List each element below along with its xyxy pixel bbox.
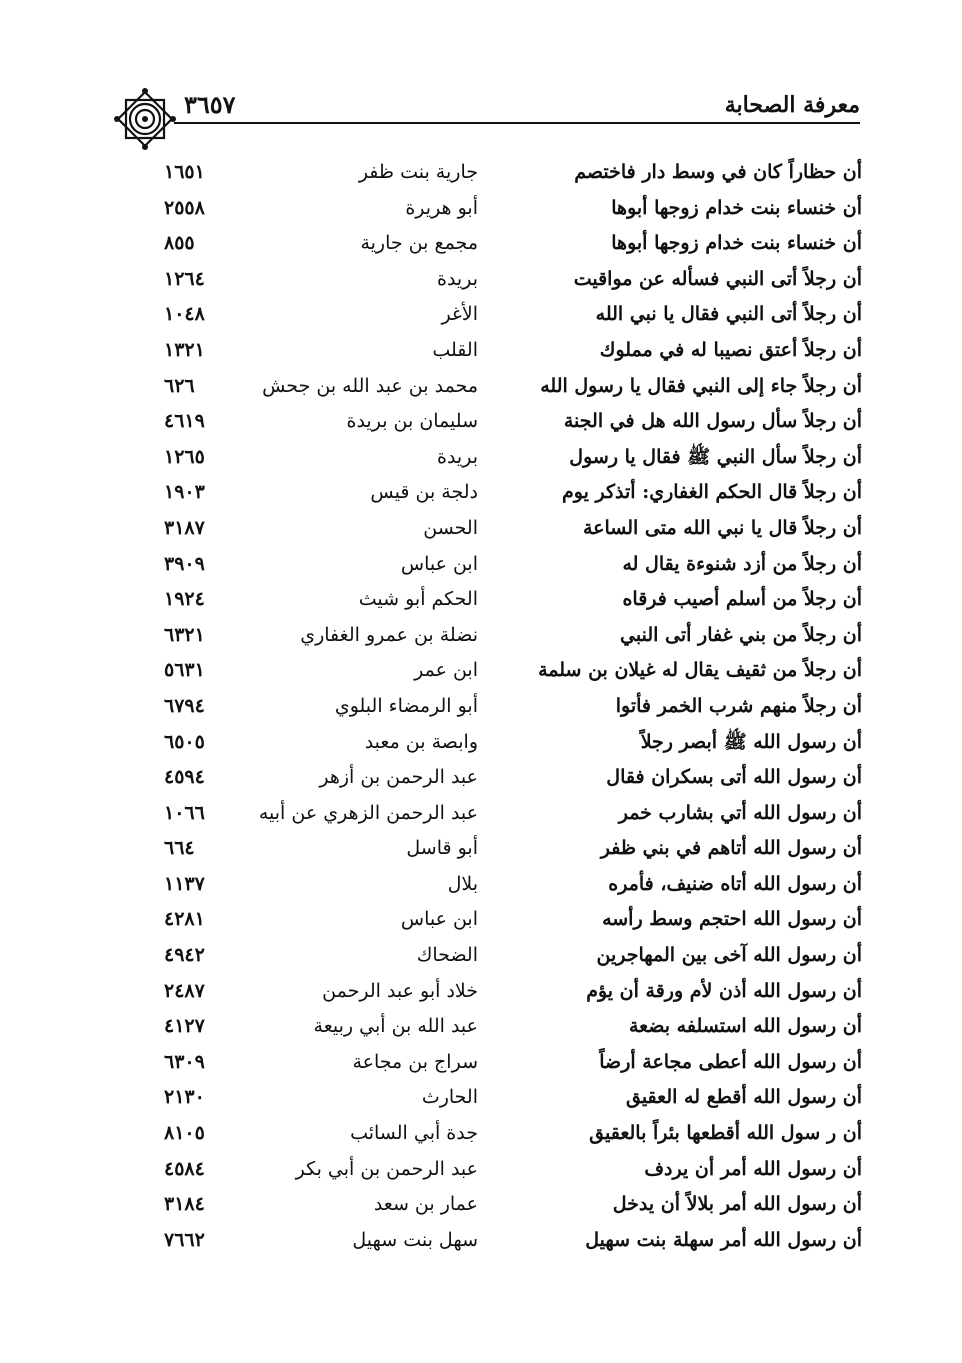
narrator-name: أبو هريرة (405, 196, 478, 219)
hadith-number: ٣٩٠٩ (164, 552, 205, 575)
hadith-incipit: أن رجلاً أتى النبي فقال يا نبي الله (595, 303, 862, 326)
table-row (150, 582, 862, 618)
narrator-name: الأغر (441, 303, 478, 326)
table-row (150, 1045, 862, 1081)
hadith-number: ٢٤٨٧ (164, 979, 205, 1002)
narrator-name: بريدة (437, 267, 478, 290)
hadith-number: ١٠٤٨ (164, 303, 205, 326)
hadith-number: ٦٣٢١ (164, 623, 205, 646)
hadith-incipit: أن رجلاً من ثقيف يقال له غيلان بن سلمة (538, 659, 862, 682)
narrator-name: خلاد أبو عبد الرحمن (322, 979, 478, 1002)
hadith-number: ١٩٠٣ (164, 481, 205, 504)
narrator-name: دلجة بن قيس (370, 481, 478, 504)
table-row (150, 1080, 862, 1116)
hadith-number: ٤٢٨١ (164, 908, 205, 931)
hadith-incipit: أن رسول الله أتاهم في بني ظفر (600, 837, 862, 860)
hadith-number: ٤١٢٧ (164, 1015, 205, 1038)
hadith-incipit: أن رسول الله استسلفه بضعة (628, 1015, 862, 1038)
table-row (150, 902, 862, 938)
narrator-name: أبو الرمضاء البلوي (334, 694, 478, 717)
hadith-incipit: أن رجلاً جاء إلى النبي فقال يا رسول الله (540, 374, 862, 397)
hadith-number: ٤٥٩٤ (164, 766, 205, 789)
table-row (150, 369, 862, 405)
hadith-incipit: أن رجلاً قال يا نبي الله متى الساعة (582, 516, 862, 539)
narrator-name: ابن عمر (414, 659, 478, 682)
narrator-name: عبد الرحمن بن أزهر (319, 766, 478, 789)
table-row (150, 867, 862, 903)
table-row (150, 262, 862, 298)
header-rule (174, 122, 860, 124)
narrator-name: عبد الرحمن الزهري عن أبيه (258, 801, 478, 824)
narrator-name: نضلة بن عمرو الغفاري (300, 623, 478, 646)
book-title: معرفة الصحابة (724, 92, 860, 118)
narrator-name: جدة أبي السائب (350, 1122, 478, 1145)
hadith-number: ١٩٢٤ (164, 588, 205, 611)
hadith-incipit: أن رسول الله أقطع له العقيق (625, 1086, 862, 1109)
hadith-number: ٦٣٠٩ (164, 1050, 205, 1073)
table-row (150, 725, 862, 761)
hadith-number: ٨٥٥ (164, 232, 195, 255)
narrator-name: الحارث (421, 1086, 478, 1109)
narrator-name: سليمان بن بريدة (346, 410, 478, 433)
hadith-incipit: أن رجلاً من أزد شنوءة يقال له (622, 552, 862, 575)
narrator-name: ابن عباس (400, 552, 478, 575)
hadith-number: ٤٥٨٤ (164, 1157, 205, 1180)
hadith-number: ١٢٦٥ (164, 445, 205, 468)
table-row (150, 1009, 862, 1045)
hadith-number: ٣١٨٧ (164, 516, 205, 539)
hadith-incipit: أن رجلاً سأل النبي ﷺ فقال يا رسول (569, 445, 862, 468)
hadith-incipit: أن ر سول الله أقطعها بئراً بالعقيق (589, 1122, 862, 1145)
table-row (150, 1152, 862, 1188)
table-row (150, 831, 862, 867)
hadith-number: ٦٦٤ (164, 837, 195, 860)
hadith-incipit: أن رسول الله ﷺ أبصر رجلاً (640, 730, 862, 753)
hadith-number: ٥٦٣١ (164, 659, 205, 682)
table-row (150, 440, 862, 476)
hadith-incipit: أن رسول الله آخى بين المهاجرين (596, 944, 862, 967)
hadith-incipit: أن رسول الله أمر سهلة بنت سهيل (585, 1228, 862, 1251)
table-row (150, 760, 862, 796)
table-row (150, 547, 862, 583)
hadith-number: ٤٩٤٢ (164, 944, 205, 967)
narrator-name: مجمع بن جارية (360, 232, 478, 255)
table-row (150, 404, 862, 440)
hadith-incipit: أن حظاراً كان في وسط دار فاختصم (574, 161, 862, 183)
hadith-incipit: أن خنساء بنت خدام زوجها أبوها (611, 232, 862, 255)
narrator-name: أبو قاسل (406, 837, 478, 860)
hadith-number: ١٠٦٦ (164, 801, 205, 824)
hadith-number: ١٢٦٤ (164, 267, 205, 290)
hadith-incipit: أن رجلاً منهم شرب الخمر فأتوا (615, 694, 862, 717)
hadith-incipit: أن رجلاً قال الحكم الغفاري: أتذكر يوم (562, 481, 862, 504)
narrator-name: محمد بن عبد الله بن جحش (262, 374, 478, 397)
table-row (150, 653, 862, 689)
hadith-number: ٢٥٥٨ (164, 196, 205, 219)
hadith-number: ٣١٨٤ (164, 1193, 205, 1216)
hadith-number: ١٦٥١ (164, 161, 205, 183)
narrator-name: عبد الرحمن بن أبي بكر (295, 1157, 478, 1180)
hadith-incipit: أن رجلاً من بني غفار أتى النبي (620, 623, 862, 646)
table-row (150, 974, 862, 1010)
hadith-number: ٤٦١٩ (164, 410, 205, 433)
narrator-name: القلب (432, 338, 478, 361)
narrator-name: وابصة بن معبد (364, 730, 478, 753)
narrator-name: الحسن (423, 516, 478, 539)
narrator-name: سهل بنت سهيل (352, 1228, 478, 1251)
table-row (150, 1187, 862, 1223)
narrator-name: عبد الله بن أبي ربيعة (313, 1015, 478, 1038)
table-row (150, 938, 862, 974)
narrator-name: بريدة (437, 445, 478, 468)
page-header (112, 86, 860, 156)
table-row (150, 191, 862, 227)
narrator-name: جارية بنت ظفر (358, 161, 478, 183)
hadith-incipit: أن رسول الله أذن لأم ورقة أن يؤم (586, 979, 862, 1002)
table-row (150, 618, 862, 654)
hadith-incipit: أن رسول الله احتجم وسط رأسه (602, 908, 862, 931)
hadith-incipit: أن رسول الله أمر بلالاً أن يدخل (612, 1193, 862, 1216)
hadith-number: ١٣٢١ (164, 338, 205, 361)
narrator-name: ابن عباس (400, 908, 478, 931)
table-row (150, 155, 862, 191)
hadith-number: ٢١٣٠ (164, 1086, 205, 1109)
table-row (150, 689, 862, 725)
hadith-number: ٦٥٠٥ (164, 730, 205, 753)
hadith-incipit: أن رجلاً من أسلم أصيب فرقاه (622, 588, 862, 611)
hadith-number: ٨١٠٥ (164, 1122, 205, 1145)
hadith-number: ٦٢٦ (164, 374, 195, 397)
hadith-number: ٧٦٦٢ (164, 1228, 205, 1251)
hadith-incipit: أن رسول الله أعطى مجاعة أرضاً (599, 1050, 862, 1073)
narrator-name: بلال (447, 872, 478, 895)
table-row (150, 333, 862, 369)
table-row (150, 796, 862, 832)
hadith-incipit: أن خنساء بنت خدام زوجها أبوها (611, 196, 862, 219)
hadith-number: ٦٧٩٤ (164, 694, 205, 717)
narrator-name: الضحاك (416, 944, 478, 967)
hadith-incipit: أن رسول الله أمر أن يردف (644, 1157, 862, 1180)
hadith-incipit: أن رسول الله أتى بسكران فقال (606, 766, 862, 789)
hadith-incipit: أن رجلاً أعتق نصيبا له في مملوك (599, 338, 862, 361)
hadith-incipit: أن رجلاً أتى النبي فسأله عن مواقيت (573, 267, 862, 290)
ornament-icon (112, 86, 178, 152)
hadith-incipit: أن رسول الله أتي بشارب خمر (618, 801, 862, 824)
table-row (150, 1223, 862, 1259)
table-row (150, 226, 862, 262)
table-row (150, 475, 862, 511)
page-number: ٣٦٥٧ (184, 90, 236, 119)
narrator-name: عمار بن سعد (373, 1193, 478, 1216)
hadith-number: ١١٣٧ (164, 872, 205, 895)
hadith-incipit: أن رجلاً سأل رسول الله هل في الجنة (563, 410, 862, 433)
index-table (150, 155, 862, 1258)
table-row (150, 1116, 862, 1152)
table-row (150, 511, 862, 547)
table-row (150, 297, 862, 333)
narrator-name: الحكم أبو شيث (358, 588, 478, 611)
narrator-name: سراج بن مجاعة (352, 1050, 478, 1073)
hadith-incipit: أن رسول الله أتاه ضنيف، فأمره (608, 872, 862, 895)
